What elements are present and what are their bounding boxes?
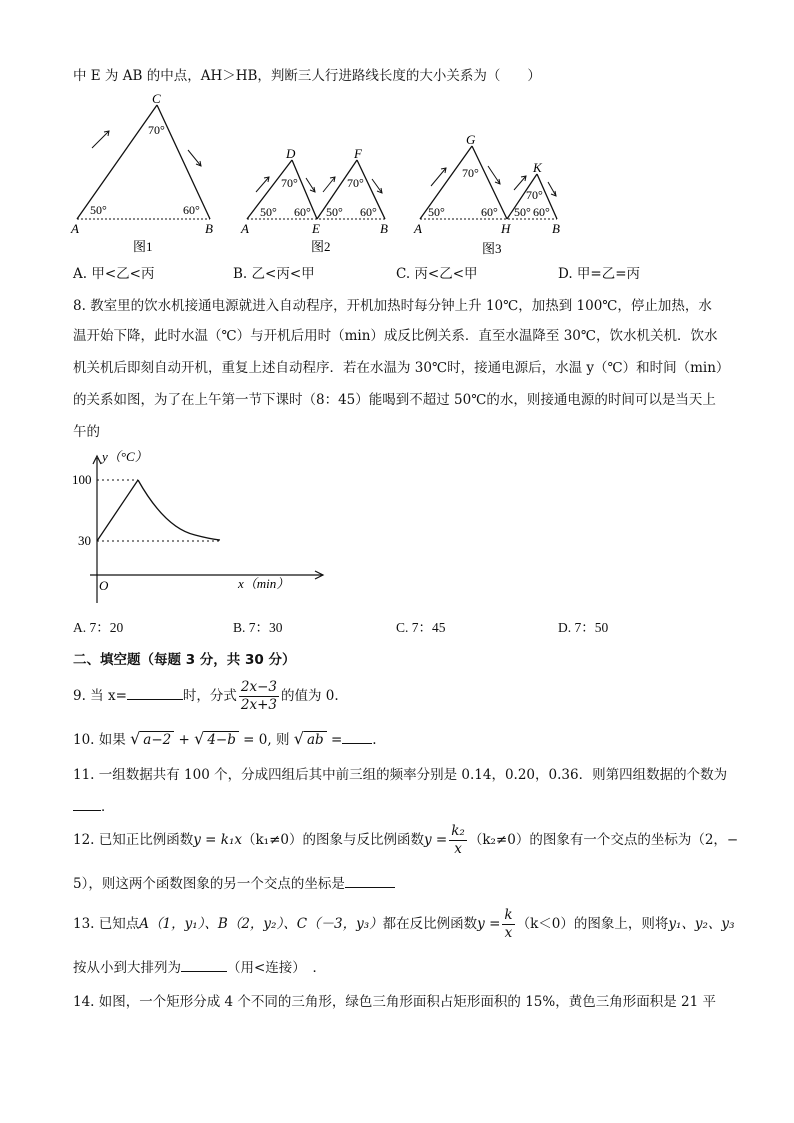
- q8-line-5: 午的: [73, 424, 100, 440]
- fig3-label-a: A: [414, 221, 422, 236]
- q13-points: A（1，y₁）、B（2，y₂）、C（－3，y₃）: [139, 916, 383, 932]
- q13-pre: 13. 已知点: [73, 916, 140, 932]
- q10-eq: = 0, 则: [243, 732, 290, 748]
- q10-post: =: [330, 732, 343, 748]
- fig2-label-d: D: [286, 146, 296, 161]
- q8-line-4: 的关系如图，为了在上午第一节下课时（8：45）能喝到不超过 50℃的水，则接通电源的时间可以是当天上: [73, 392, 716, 408]
- q13-fy: y =: [477, 916, 501, 932]
- fig1-angle-c: 70°: [148, 123, 165, 137]
- q7-option-a: A. 甲<乙<丙: [73, 266, 155, 282]
- fig1-angle-b: 60°: [183, 203, 200, 217]
- q9-denominator: 2x+3: [240, 697, 277, 713]
- radical-sign-icon: √: [130, 729, 141, 748]
- q8-line-2: 温开始下降，此时水温（℃）与开机后用时（min）成反比例关系．直至水温降至 30℃，饮水机关机．饮水: [73, 328, 718, 344]
- q8-line-1: 8. 教室里的饮水机接通电源就进入自动程序，开机加热时每分钟上升 10℃，加热到 100℃，停止加热，水: [73, 298, 712, 314]
- q12-fraction: [449, 823, 467, 858]
- section-2-title: 二、填空题（每题 3 分，共 30 分）: [73, 652, 296, 668]
- fig2-caption: 图2: [311, 239, 331, 254]
- q10-pre: 10. 如果: [73, 732, 126, 748]
- q10-end: .: [372, 732, 377, 748]
- graph-x-label: x（min）: [238, 576, 290, 591]
- q9-mid: 时，分式: [182, 688, 237, 704]
- fig3-label-h: H: [501, 221, 511, 236]
- q10-radicand-1: a−2: [140, 731, 174, 748]
- figure-1: [70, 91, 213, 254]
- q11-line-2: [73, 797, 115, 816]
- q13-answer-blank[interactable]: [181, 958, 227, 972]
- fig2-angle-2: 60°: [294, 205, 311, 219]
- q11-line-1: 11. 一组数据共有 100 个，分成四组后其中前三组的频率分别是 0.14，0.20，0.36．则第四组数据的个数为: [73, 767, 728, 783]
- fig2-angle-4: 60°: [360, 205, 377, 219]
- fig1-angle-a: 50°: [90, 203, 107, 217]
- figure-3: [413, 132, 560, 256]
- q13-line2a: 按从小到大排列为: [73, 960, 181, 976]
- q12-numerator: k₂: [451, 823, 465, 839]
- graph-y-30: 30: [78, 533, 91, 548]
- fig1-label-c: C: [152, 91, 161, 106]
- fig2-angle-d: 70°: [281, 176, 298, 190]
- q8-option-d: D. 7：50: [558, 620, 609, 635]
- q12-c1: （k₁≠0）的图象与反比例函数: [242, 832, 424, 848]
- graph-y-label: y（°C）: [102, 449, 148, 464]
- fig1-label-a: A: [71, 221, 79, 236]
- fig2-label-a: A: [241, 221, 249, 236]
- q13-line-1: [73, 905, 734, 943]
- fig2-label-b: B: [380, 221, 388, 236]
- fig3-angle-1: 50°: [428, 205, 445, 219]
- fig3-label-k: K: [533, 160, 542, 175]
- q12-line-2: [73, 874, 395, 893]
- q12-denominator: x: [454, 841, 462, 857]
- q10-radicand-2: 4−b: [204, 731, 239, 748]
- fig2-angle-3: 50°: [326, 205, 343, 219]
- fig3-angle-k: 70°: [526, 188, 543, 202]
- q12-c2: （k₂≠0）的图象有一个交点的坐标为（2，−: [468, 832, 739, 848]
- q8-line-3: 机关机后即刻自动开机，重复上述自动程序．若在水温为 30℃时，接通电源后，水温 y（℃）和时间（min）: [73, 360, 730, 376]
- q12-line2-text: 5），则这两个函数图象的另一个交点的坐标是: [73, 876, 345, 892]
- fig3-angle-4: 60°: [533, 205, 550, 219]
- fig3-label-g: G: [466, 132, 476, 147]
- q8-graph: [70, 448, 330, 610]
- fig2-angle-1: 50°: [260, 205, 277, 219]
- q13-numerator: k: [504, 907, 513, 923]
- q9-fraction: [239, 679, 279, 714]
- q12-fy: y =: [424, 832, 448, 848]
- radical-sign-icon: √: [194, 729, 205, 748]
- q12-answer-blank[interactable]: [345, 874, 395, 888]
- q8-option-b: B. 7：30: [233, 620, 283, 635]
- fig3-angle-3: 50°: [514, 205, 531, 219]
- q10-answer-blank[interactable]: [342, 730, 372, 744]
- q9-pre: 9. 当 x=: [73, 688, 127, 704]
- fig3-angle-2: 60°: [481, 205, 498, 219]
- graph-y-100: 100: [72, 472, 92, 487]
- radical-sign-icon: √: [293, 729, 304, 748]
- q10-radicand-3: ab: [304, 731, 327, 748]
- q7-figures: [60, 88, 580, 263]
- fig2-label-e: E: [312, 221, 320, 236]
- q12-pre: 12. 已知正比例函数: [73, 832, 194, 848]
- q7-option-b: B. 乙<丙<甲: [233, 266, 315, 282]
- q7-stem-end: 中 E 为 AB 的中点，AH＞HB，判断三人行进路线长度的大小关系为（ ）: [73, 68, 541, 84]
- figure-2: [240, 146, 388, 254]
- q9: [73, 677, 339, 715]
- fig2-label-f: F: [354, 146, 362, 161]
- fig2-angle-f: 70°: [347, 176, 364, 190]
- q10: [73, 730, 377, 749]
- q9-post: 的值为 0.: [281, 688, 339, 704]
- q14-line-1: 14. 如图，一个矩形分成 4 个不同的三角形，绿色三角形面积占矩形面积的 15%，黄色三角形面积是 21 平: [73, 994, 716, 1010]
- fig1-caption: 图1: [133, 239, 153, 254]
- fig3-caption: 图3: [482, 241, 502, 256]
- q12-f1: y = k₁x: [193, 832, 242, 848]
- q13-fraction: [502, 907, 514, 942]
- q12-line-1: [73, 821, 738, 859]
- q13-cond: （k＜0）的图象上，则将: [516, 916, 669, 932]
- q13-mid: 都在反比例函数: [382, 916, 478, 932]
- q9-numerator: 2x−3: [240, 679, 277, 695]
- q13-ys: y₁、y₂、y₃: [668, 916, 735, 932]
- fig3-angle-g: 70°: [462, 166, 479, 180]
- q13-line-2: [73, 958, 326, 977]
- q9-answer-blank[interactable]: [127, 686, 183, 700]
- q13-denominator: x: [504, 925, 513, 941]
- q7-option-c: C. 丙<乙<甲: [396, 266, 478, 282]
- q8-option-a: A. 7：20: [73, 620, 124, 635]
- q13-line2b: （用<连接） ．: [227, 960, 327, 976]
- q11-end: ．: [101, 799, 115, 815]
- fig1-label-b: B: [205, 221, 213, 236]
- q10-plus: +: [178, 732, 190, 748]
- q7-option-d: D. 甲=乙=丙: [558, 266, 641, 282]
- q8-option-c: C. 7：45: [396, 620, 446, 635]
- q11-answer-blank[interactable]: [73, 797, 101, 811]
- fig3-label-b: B: [552, 221, 560, 236]
- graph-origin: O: [99, 578, 109, 593]
